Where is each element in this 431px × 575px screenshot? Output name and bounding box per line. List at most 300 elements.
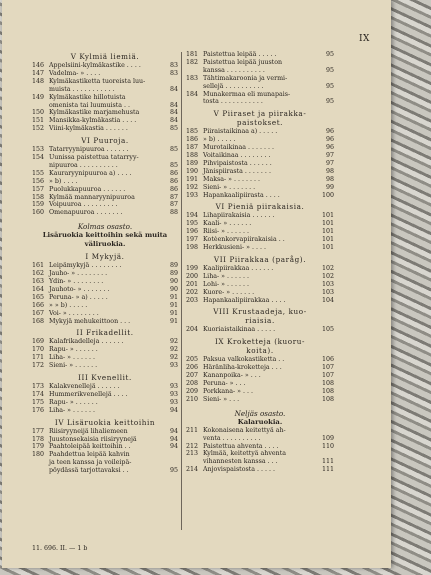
entry-page: 85 [169, 161, 178, 169]
toc-entry [186, 67, 334, 75]
entry-title: Jauho- » . . . . . . . . [49, 270, 108, 278]
entry-number: 194 [186, 212, 199, 220]
entry-number: 202 [186, 288, 199, 296]
entry-page: 98 [325, 167, 334, 175]
entry-number: 203 [186, 296, 199, 304]
entry-number: 152 [32, 125, 45, 133]
toc-entry [186, 212, 334, 220]
entry-page: 92 [169, 354, 178, 362]
entry-page: 85 [169, 125, 178, 133]
entry-title: Voi- » . . . . . . . . [49, 309, 99, 317]
toc-entry [186, 380, 334, 388]
entry-page: 101 [321, 228, 334, 236]
entry-title: Kananpoika- » . . . [203, 372, 261, 380]
section-heading: VI Pieniä piirakaisia. [215, 202, 305, 212]
entry-number: 157 [32, 185, 45, 193]
entry-number: 169 [32, 338, 45, 346]
entry-title: Voitaikinaa . . . . . . . . [203, 152, 271, 159]
toc-entry [186, 228, 334, 236]
entry-title: Häränliha-kroketteja . . . [203, 364, 282, 372]
entry-page: 94 [169, 443, 178, 451]
entry-title: Hummerikvenellejä . . . . [49, 390, 128, 398]
entry-title: Rapu- » . . . . . . [49, 398, 98, 406]
entry-number: 151 [32, 117, 45, 125]
entry-title: Omenapuuroa . . . . . . . [49, 209, 123, 217]
entry-title: Uunissa paistettua tatarryy- [49, 154, 139, 161]
entry-number: 179 [32, 443, 45, 451]
entry-number: 150 [32, 109, 45, 117]
entry-page: 91 [169, 317, 178, 325]
entry-number: 188 [186, 152, 199, 159]
entry-number: 155 [32, 169, 45, 177]
toc-entry [186, 281, 334, 289]
entry-title: ja teen kanssa ja voileipä- [49, 459, 132, 467]
entry-page: 108 [321, 387, 334, 395]
entry-title: pöydässä tarjottavaksi . . [49, 467, 129, 475]
entry-title: Riisi- » . . . . . . [203, 228, 250, 236]
entry-page: 94 [169, 427, 178, 435]
entry-number: 183 [186, 74, 199, 82]
entry-number: 166 [32, 301, 45, 309]
section-heading: IV Lisäruokia keittoihin [54, 417, 156, 427]
entry-page: 93 [169, 362, 178, 370]
toc-entry [32, 186, 178, 194]
entry-page: 101 [321, 236, 334, 244]
entry-title: Kauraryynipuuroa a) . . . . [49, 169, 132, 177]
entry-number: 168 [32, 317, 45, 325]
entry-title: Peruna- » a) . . . . . [49, 293, 108, 301]
entry-number: 210 [186, 395, 199, 403]
toc-entry [186, 364, 334, 372]
toc-entry [32, 70, 178, 78]
entry-title: Riisiryyneijä lihaliemeen [49, 427, 128, 435]
entry-number: 187 [186, 144, 199, 152]
entry-page: 108 [321, 395, 334, 403]
entry-page: 88 [169, 209, 178, 217]
toc-entry [186, 176, 334, 184]
entry-number: 185 [186, 128, 199, 136]
entry-title: Paksua valkokastiketta . . [203, 356, 285, 364]
toc-entry [186, 450, 334, 458]
toc-entry [186, 220, 334, 228]
printer-mark: 11. 696. II. — 1 b [32, 545, 88, 552]
entry-number: 206 [186, 364, 199, 372]
entry-page: 90 [169, 285, 178, 293]
entry-page: 102 [321, 264, 334, 272]
entry-page: 96 [325, 128, 334, 136]
entry-page: 93 [169, 398, 178, 406]
entry-page: 95 [169, 467, 178, 475]
entry-page: 109 [321, 434, 334, 442]
entry-page: 107 [321, 372, 334, 380]
entry-number: 177 [32, 427, 45, 435]
entry-title: Kalakvenellejä . . . . . . [49, 383, 120, 390]
toc-entry [186, 372, 334, 380]
entry-number: 173 [32, 383, 45, 390]
section-heading: VII Piirakkaa (paråg). [213, 254, 307, 264]
entry-title: Voipuuroa . . . . . . . . . [49, 201, 118, 209]
toc-entry [186, 136, 334, 144]
entry-page: 91 [169, 309, 178, 317]
entry-number: 190 [186, 167, 199, 175]
toc-entry [186, 265, 334, 273]
entry-title: Murotaikinaa . . . . . . . [203, 144, 275, 152]
entry-title: Kuoriaistaikinaa . . . . . [203, 326, 276, 334]
entry-title: Liha- » . . . . . . [49, 406, 96, 414]
entry-title: Kaali- » . . . . . . [203, 220, 252, 228]
entry-title: vihannesten kanssa . . . [203, 458, 278, 466]
toc-entry [32, 102, 178, 110]
entry-number: 147 [32, 69, 45, 77]
section-heading: V Kylmiä liemiä. [70, 52, 140, 61]
entry-page: 95 [325, 82, 334, 90]
part-title: väliruokia. [84, 240, 126, 249]
toc-entry [32, 310, 178, 318]
entry-page: 99 [325, 183, 334, 191]
entry-page: 101 [321, 244, 334, 251]
entry-page: 94 [169, 435, 178, 443]
toc-entry [186, 427, 334, 435]
entry-page: 83 [169, 69, 178, 77]
entry-page: 97 [325, 159, 334, 167]
entry-page: 103 [321, 280, 334, 288]
entry-title: Liha- » . . . . . . [49, 354, 96, 362]
entry-number: 186 [186, 136, 199, 144]
entry-page: 111 [321, 458, 334, 466]
entry-page: 84 [169, 109, 178, 117]
entry-number: 197 [186, 236, 199, 244]
entry-page: 91 [169, 293, 178, 301]
entry-number: 205 [186, 356, 199, 364]
entry-title: kanssa . . . . . . . . . . [203, 66, 265, 74]
entry-number: 182 [186, 58, 199, 66]
entry-title: Kylmäkastike marjamehusta [49, 109, 140, 117]
toc-entry [32, 78, 178, 86]
entry-title: Paahtoleipää keittoihin . . [49, 443, 131, 451]
entry-page: 83 [169, 62, 178, 69]
toc-entry [186, 59, 334, 67]
entry-title: Porkkana- » . . . [203, 387, 253, 395]
entry-page: 104 [321, 296, 334, 304]
toc-entry [186, 326, 334, 334]
entry-page: 87 [169, 201, 178, 209]
toc-entry [32, 362, 178, 370]
toc-entry [32, 154, 178, 162]
entry-number: 192 [186, 183, 199, 191]
entry-number: 178 [32, 435, 45, 443]
entry-title: Munakermaa eli munapais- [203, 90, 291, 98]
entry-title: Leipämykyjä . . . . . . . . [49, 262, 122, 270]
entry-number: 212 [186, 442, 199, 450]
entry-page: 101 [321, 212, 334, 220]
entry-title: Paistettua ahventa . . . . [203, 442, 279, 450]
part-heading: Neljäs osasto. [234, 408, 286, 418]
entry-number: 160 [32, 209, 45, 217]
toc-entry [32, 451, 178, 459]
entry-title: omenista tai luumuista . . [49, 101, 131, 109]
entry-title: Paistettua leipää juuston [203, 58, 283, 66]
entry-page: 94 [169, 406, 178, 414]
part-heading: Kolmas osasto. [77, 222, 133, 232]
entry-page: 89 [169, 270, 178, 278]
entry-title: Peruna- » . . . [203, 380, 246, 387]
entry-title: Appelsiini-kylmäkastike . . . . [49, 62, 141, 69]
entry-title: Kylmäkastike hillotuista [49, 93, 126, 101]
entry-page: 84 [169, 101, 178, 109]
part-title: Lisäruokia keittoihin sekä muita [42, 231, 168, 240]
entry-number: 199 [186, 264, 199, 272]
entry-title: Kotėenkorvapiirakaisia . . [203, 236, 285, 244]
entry-number: 162 [32, 270, 45, 278]
toc-entry [186, 244, 334, 252]
toc-entry [32, 286, 178, 294]
entry-number: 167 [32, 309, 45, 317]
toc-entry [186, 75, 334, 83]
toc-entry [32, 467, 178, 475]
entry-page: 89 [169, 262, 178, 270]
entry-title: Kuore- » . . . . . . [203, 288, 255, 296]
toc-entry [32, 354, 178, 362]
entry-title: Viini-kylmäkastia . . . . . . [49, 125, 128, 133]
toc-entry [32, 170, 178, 178]
toc-entry [32, 162, 178, 170]
part-title: Kalaruokia. [237, 417, 283, 426]
entry-number: 184 [186, 90, 199, 98]
entry-title: » » b) . . . . . [49, 301, 88, 309]
toc-entry [32, 109, 178, 117]
entry-page: 102 [321, 272, 334, 280]
entry-title: nipuuroa . . . . . . . . . . [49, 161, 118, 169]
entry-page: 91 [169, 301, 178, 309]
entry-page: 92 [169, 338, 178, 346]
entry-page: 86 [169, 177, 178, 185]
entry-title: Jauhoto- » . . . . . . . [49, 285, 110, 293]
entry-page: 96 [325, 136, 334, 144]
toc-entry [32, 294, 178, 302]
entry-number: 191 [186, 175, 199, 183]
entry-title: Maksa- » . . . . . . . [203, 175, 261, 183]
entry-page: 86 [169, 185, 178, 193]
toc-entry [186, 435, 334, 443]
toc-entry [186, 356, 334, 364]
entry-number: 163 [32, 278, 45, 285]
toc-entry [186, 184, 334, 192]
toc-entry [32, 443, 178, 451]
toc-entry [32, 407, 178, 415]
toc-entry [186, 144, 334, 152]
toc-entry [32, 346, 178, 354]
entry-number: 204 [186, 326, 199, 334]
entry-title: Kylmää, keitettyä ahventa [203, 450, 286, 458]
entry-title: Mykyjä mehukeittoon . . . [49, 317, 131, 325]
section-heading: IX Kroketteja (kuoru- [214, 337, 306, 347]
entry-page: 98 [325, 175, 334, 183]
entry-number: 181 [186, 51, 199, 58]
entry-page: 111 [321, 466, 334, 474]
entry-title: Puolukkapuuroa . . . . . . [49, 185, 126, 193]
section-heading: paistokset. [236, 118, 284, 128]
entry-title: Tähtimakaroonia ja vermi- [203, 74, 288, 82]
entry-title: » b) . . . . . [203, 136, 236, 144]
toc-entry [186, 236, 334, 244]
entry-title: Anjovispaistosta . . . . . [203, 466, 276, 474]
toc-entry [186, 152, 334, 160]
entry-number: 154 [32, 154, 45, 161]
entry-page: 97 [325, 152, 334, 159]
entry-page: 93 [169, 390, 178, 398]
entry-page: 85 [169, 146, 178, 154]
toc-entry [32, 194, 178, 202]
section-heading: II Frikadellit. [76, 328, 134, 338]
entry-number: 158 [32, 193, 45, 201]
entry-number: 156 [32, 177, 45, 185]
section-heading: I Mykyjä. [85, 252, 125, 262]
entry-page: 92 [169, 346, 178, 354]
toc-entry [186, 160, 334, 168]
entry-page: 84 [169, 117, 178, 125]
toc-entry [186, 98, 334, 106]
entry-number: 165 [32, 293, 45, 301]
toc-entry [32, 383, 178, 391]
toc-entry [32, 278, 178, 286]
entry-page: 107 [321, 364, 334, 372]
column-divider [181, 52, 182, 530]
toc-entry [186, 128, 334, 136]
entry-page: 96 [325, 144, 334, 152]
entry-title: tosta . . . . . . . . . . . [203, 98, 263, 106]
entry-number: 171 [32, 354, 45, 362]
entry-title: Kalafrikadelleja . . . . . . [49, 338, 124, 346]
entry-page: 103 [321, 288, 334, 296]
entry-title: Tatarryynipuuroa . . . . . . [49, 146, 129, 154]
toc-entry [186, 458, 334, 466]
toc-entry [186, 192, 334, 200]
toc-entry [186, 466, 334, 474]
toc-entry [32, 178, 178, 186]
entry-number: 172 [32, 362, 45, 370]
toc-entry [186, 273, 334, 281]
entry-number: 161 [32, 262, 45, 270]
entry-title: Kylmäkastiketta tuoreista luu- [49, 77, 146, 85]
entry-page: 86 [169, 169, 178, 177]
toc-entry [32, 318, 178, 326]
toc-entry [186, 51, 334, 59]
section-heading: koita). [246, 346, 274, 356]
entry-title: Kokonaisena keitettyä ah- [203, 426, 286, 434]
toc-entry [32, 302, 178, 310]
toc-entry [186, 168, 334, 176]
entry-title: Juustonsekaisia riisiryynejä [49, 435, 137, 443]
toc-entry [32, 201, 178, 209]
entry-title: Vadelma- » . . . . [49, 69, 101, 77]
toc-entry [32, 270, 178, 278]
entry-title: Mansikka-kylmäkastia . . . . [49, 117, 137, 125]
entry-title: Piiraistaikinaa a) . . . . . [203, 128, 278, 136]
entry-title: Hapankaalipiirakkaa . . . . [203, 296, 286, 304]
toc-entry [186, 289, 334, 297]
entry-number: 159 [32, 201, 45, 209]
entry-number: 193 [186, 191, 199, 199]
entry-title: Kaalipiirakkaa . . . . . . [203, 264, 274, 272]
section-heading: riaisia. [245, 316, 275, 326]
section-heading: VIII Krustaadeja, kuo- [213, 307, 307, 317]
entry-number: 175 [32, 398, 45, 406]
entry-title: Pihvipaistosta . . . . . . [203, 159, 272, 167]
entry-title: Sieni- » . . . . . . [49, 362, 98, 370]
toc-entry [32, 399, 178, 407]
entry-page: 95 [325, 51, 334, 58]
toc-entry [186, 83, 334, 91]
entry-number: 146 [32, 62, 45, 69]
entry-title: Kylmää mannaryynipuuroa [49, 193, 135, 201]
entry-page: 87 [169, 193, 178, 201]
toc-entry [186, 388, 334, 396]
entry-number: 174 [32, 390, 45, 398]
entry-title: sellejä . . . . . . . . . . [203, 82, 264, 90]
toc-entry [32, 125, 178, 133]
toc-entry [32, 117, 178, 125]
entry-number: 149 [32, 93, 45, 101]
toc-entry [186, 91, 334, 99]
entry-page: 95 [325, 98, 334, 106]
section-heading: V Piiraset ja piirakka- [213, 109, 307, 119]
entry-title: Liha- » . . . . . . [203, 272, 250, 280]
entry-number: 213 [186, 450, 199, 458]
toc-entry [186, 443, 334, 451]
entry-page: 110 [321, 442, 334, 450]
entry-number: 207 [186, 372, 199, 380]
entry-page: 95 [325, 66, 334, 74]
section-heading: III Kvenellit. [78, 373, 132, 382]
entry-number: 164 [32, 285, 45, 293]
entry-title: Ydin- » . . . . . . . . [49, 278, 104, 285]
entry-title: Herkkusieni- » . . . . [203, 244, 266, 251]
entry-number: 208 [186, 380, 199, 387]
toc-entry [32, 262, 178, 270]
toc-entry [32, 209, 178, 217]
entry-title: Rapu- » . . . . . . [49, 346, 98, 354]
entry-page: 106 [321, 356, 334, 364]
entry-number: 180 [32, 451, 45, 459]
entry-page: 84 [169, 85, 178, 93]
entry-title: Lohi- » . . . . . . [203, 280, 250, 288]
toc-entry [32, 86, 178, 94]
entry-title: Sieni- » . . . [203, 395, 240, 403]
entry-title: Hapankaalipiirasta . . . . [203, 191, 280, 199]
toc-entry [32, 428, 178, 436]
entry-number: 196 [186, 228, 199, 236]
entry-page: 93 [169, 383, 178, 390]
entry-page: 100 [321, 191, 334, 199]
entry-page: 90 [169, 278, 178, 285]
toc-entry [32, 146, 178, 154]
toc-entry [32, 459, 178, 467]
book-page [2, 0, 391, 568]
entry-page: 101 [321, 220, 334, 228]
entry-title: Paistettua leipää . . . . . [203, 51, 277, 58]
entry-number: 198 [186, 244, 199, 251]
page-number: IX [359, 34, 370, 44]
toc-entry [32, 391, 178, 399]
entry-number: 209 [186, 387, 199, 395]
entry-title: muista . . . . . . . . . . . [49, 85, 115, 93]
entry-title: Paahdettua leipää kahvin [49, 451, 130, 459]
entry-number: 148 [32, 77, 45, 85]
entry-title: Jänispiirasta . . . . . . . [203, 167, 271, 175]
toc-entry [32, 62, 178, 70]
entry-title: venta . . . . . . . . . . [203, 434, 261, 442]
entry-number: 189 [186, 159, 199, 167]
